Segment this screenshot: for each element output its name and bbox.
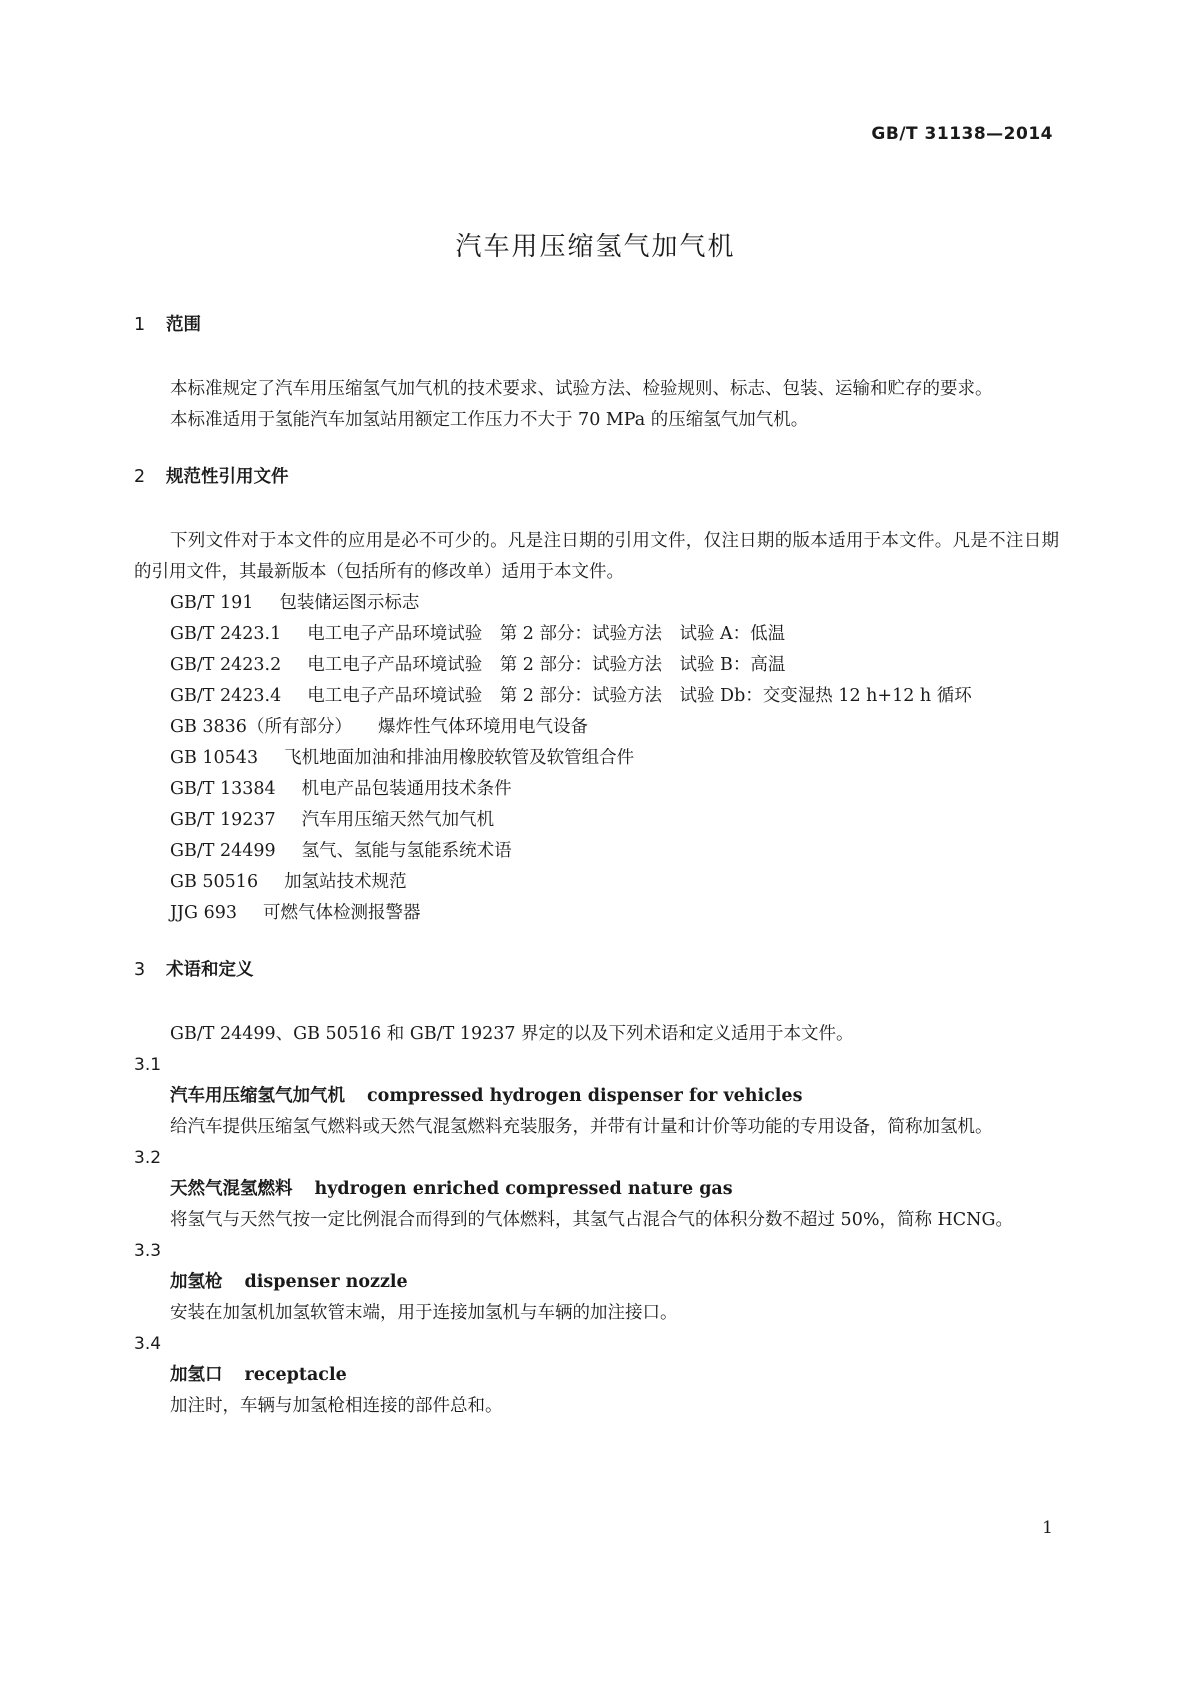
term-heading [134, 1174, 1059, 1205]
reference-code: GB/T 13384 [170, 779, 276, 799]
scope-paragraph-2: 本标准适用于氢能汽车加氢站用额定工作压力不大于 70 MPa 的压缩氢气加气机。 [170, 410, 809, 430]
reference-code: GB/T 19237 [170, 810, 276, 830]
reference-list [134, 588, 1059, 929]
reference-title: 包装储运图示标志 [279, 593, 420, 613]
reference-item [134, 712, 1059, 743]
document-title: 汽车用压缩氢气加气机 [455, 232, 736, 262]
term-entry [134, 1143, 1059, 1236]
section-title: 规范性引用文件 [166, 467, 289, 487]
document-body [134, 310, 1059, 1422]
term-zh: 加氢口 [170, 1365, 223, 1385]
term-en: compressed hydrogen dispenser for vehicles [367, 1086, 803, 1106]
term-number: 3.4 [134, 1334, 162, 1354]
term-number: 3.1 [134, 1055, 162, 1075]
reference-code: GB/T 24499 [170, 841, 276, 861]
term-definition: 将氢气与天然气按一定比例混合而得到的气体燃料，其氢气占混合气的体积分数不超过 50%，简称 HCNG。 [170, 1210, 1013, 1230]
reference-item [134, 588, 1059, 619]
term-en: dispenser nozzle [244, 1272, 408, 1292]
term-entry [134, 1329, 1059, 1422]
reference-title: 机电产品包装通用技术条件 [301, 779, 512, 799]
reference-code: GB/T 191 [170, 593, 254, 613]
reference-title: 电工电子产品环境试验 第 2 部分：试验方法 试验 A：低温 [307, 624, 786, 644]
reference-item [134, 898, 1059, 929]
scope-paragraph-1: 本标准规定了汽车用压缩氢气加气机的技术要求、试验方法、检验规则、标志、包装、运输和贮存的要求。 [170, 379, 993, 399]
reference-item [134, 774, 1059, 805]
term-zh: 汽车用压缩氢气加气机 [170, 1086, 345, 1106]
reference-title: 爆炸性气体环境用电气设备 [377, 717, 588, 737]
term-entry [134, 1236, 1059, 1329]
terms-intro: GB/T 24499、GB 50516 和 GB/T 19237 界定的以及下列术语和定义适用于本文件。 [170, 1024, 854, 1044]
reference-item [134, 681, 1059, 712]
reference-code: GB/T 2423.2 [170, 655, 282, 675]
reference-code: GB 3836（所有部分） [170, 717, 352, 737]
reference-code: GB 50516 [170, 872, 259, 892]
reference-code: GB/T 2423.1 [170, 624, 282, 644]
section-2-heading [134, 462, 1059, 493]
reference-item [134, 805, 1059, 836]
term-en: hydrogen enriched compressed nature gas [314, 1179, 733, 1199]
reference-title: 可燃气体检测报警器 [262, 903, 421, 923]
term-definition: 安装在加氢机加氢软管末端，用于连接加氢机与车辆的加注接口。 [170, 1303, 678, 1323]
term-heading [134, 1360, 1059, 1391]
reference-title: 氢气、氢能与氢能系统术语 [301, 841, 512, 861]
reference-title: 电工电子产品环境试验 第 2 部分：试验方法 试验 Db：交变湿热 12 h+12 h 循环 [307, 686, 972, 706]
term-heading [134, 1081, 1059, 1112]
standard-number: GB/T 31138—2014 [871, 124, 1053, 144]
term-definition: 加注时，车辆与加氢枪相连接的部件总和。 [170, 1396, 503, 1416]
term-zh: 加氢枪 [170, 1272, 223, 1292]
section-number: 2 [134, 467, 146, 487]
section-title: 范围 [166, 315, 201, 335]
reference-title: 电工电子产品环境试验 第 2 部分：试验方法 试验 B：高温 [307, 655, 786, 675]
reference-item [134, 619, 1059, 650]
reference-title: 飞机地面加油和排油用橡胶软管及软管组合件 [284, 748, 635, 768]
term-number: 3.3 [134, 1241, 162, 1261]
reference-title: 汽车用压缩天然气加气机 [301, 810, 495, 830]
page-number: 1 [1042, 1518, 1053, 1538]
term-en: receptacle [244, 1365, 347, 1385]
term-entry [134, 1050, 1059, 1143]
term-zh: 天然气混氢燃料 [170, 1179, 293, 1199]
reference-code: GB/T 2423.4 [170, 686, 282, 706]
term-heading [134, 1267, 1059, 1298]
section-3-heading [134, 955, 1059, 986]
section-1-heading [134, 310, 1059, 341]
section-number: 3 [134, 960, 146, 980]
reference-item [134, 650, 1059, 681]
reference-code: JJG 693 [170, 903, 237, 923]
references-intro: 下列文件对于本文件的应用是必不可少的。凡是注日期的引用文件，仅注日期的版本适用于本文件。凡是不注日期的引用文件，其最新版本（包括所有的修改单）适用于本文件。 [134, 531, 1059, 582]
section-title: 术语和定义 [166, 960, 254, 980]
reference-code: GB 10543 [170, 748, 259, 768]
reference-item [134, 867, 1059, 898]
term-definition: 给汽车提供压缩氢气燃料或天然气混氢燃料充装服务，并带有计量和计价等功能的专用设备，简称加氢机。 [170, 1117, 993, 1137]
reference-item [134, 836, 1059, 867]
term-number: 3.2 [134, 1148, 162, 1168]
section-number: 1 [134, 315, 146, 335]
reference-item [134, 743, 1059, 774]
reference-title: 加氢站技术规范 [284, 872, 407, 892]
